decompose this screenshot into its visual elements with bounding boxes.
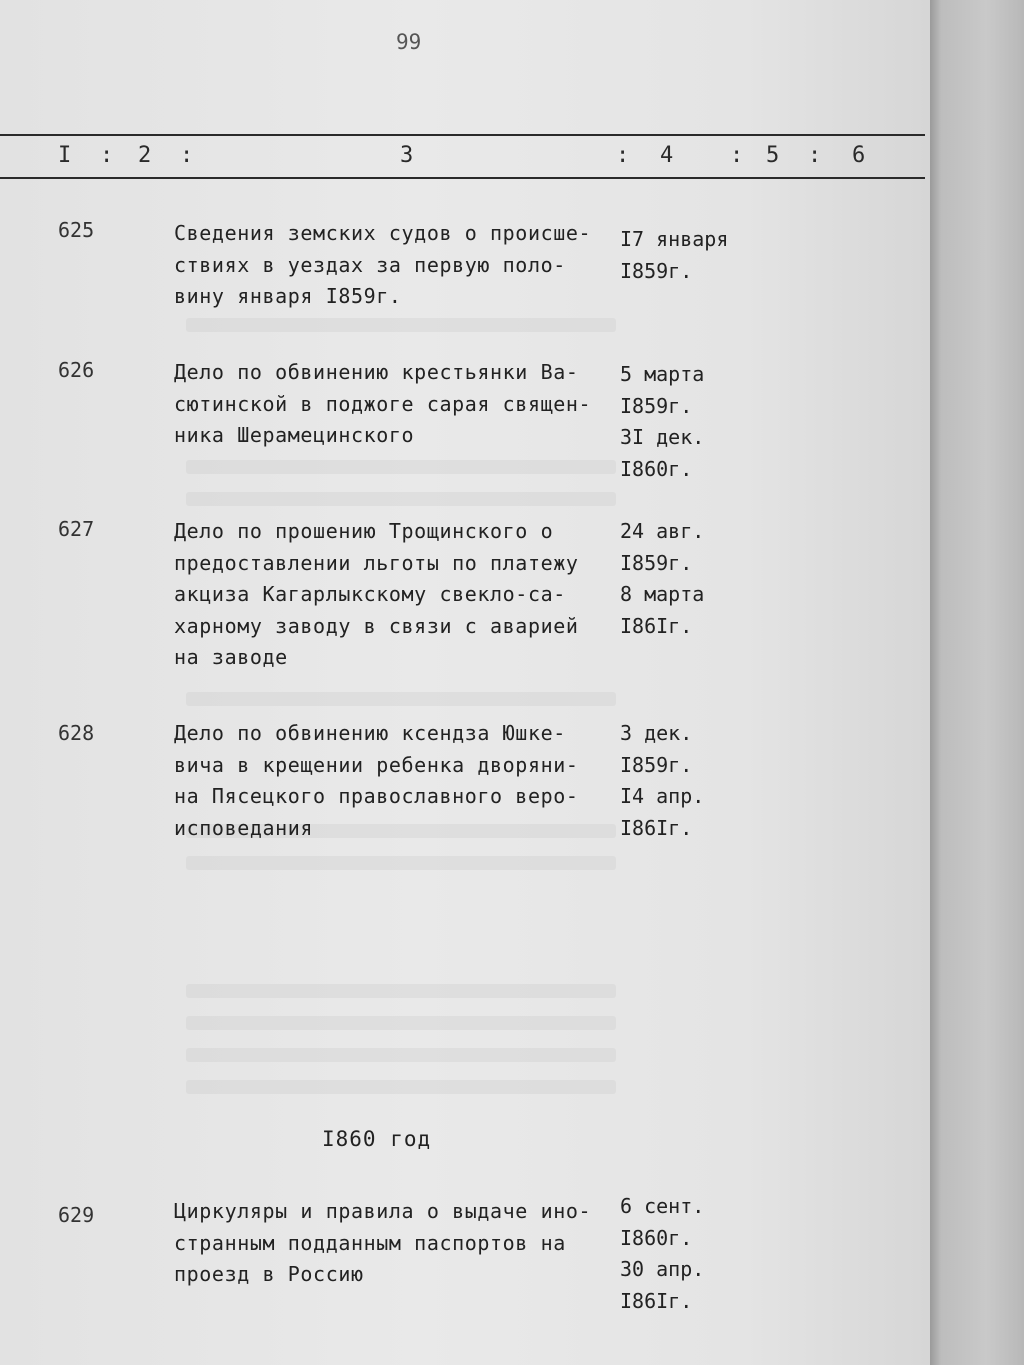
show-through-mark bbox=[186, 1080, 616, 1094]
entry-number: 629 bbox=[58, 1203, 95, 1227]
column-header-1: I bbox=[58, 143, 72, 168]
entry-title: Циркуляры и правила о выдаче ино- странным подданным паспортов на проезд в Россию bbox=[174, 1199, 592, 1286]
entry-number: 628 bbox=[58, 721, 95, 745]
entry-dates: 3 дек. I859г. I4 апр. I86Iг. bbox=[620, 721, 705, 840]
entry-number: 626 bbox=[58, 358, 95, 382]
entry-title: Дело по прошению Трощинского о предоставлении льготы по платежу акциза Кагарлыкскому свекло-са- харному заводу в связи с аварией на заводе bbox=[174, 519, 579, 669]
column-header-3: 3 bbox=[400, 143, 414, 168]
column-header-6: 6 bbox=[852, 143, 866, 168]
show-through-mark bbox=[186, 1016, 616, 1030]
column-header-5: 5 bbox=[766, 143, 780, 168]
column-header-2: 2 bbox=[138, 143, 152, 168]
show-through-mark bbox=[186, 692, 616, 706]
column-separator: : bbox=[730, 143, 744, 168]
entry-dates: 24 авг. I859г. 8 марта I86Iг. bbox=[620, 519, 705, 638]
show-through-mark bbox=[186, 856, 616, 870]
show-through-mark bbox=[186, 460, 616, 474]
show-through-mark bbox=[186, 318, 616, 332]
binding-edge bbox=[930, 0, 1024, 1365]
show-through-mark bbox=[186, 1048, 616, 1062]
entry-dates: I7 января I859г. bbox=[620, 227, 729, 283]
section-heading: I860 год bbox=[322, 1127, 432, 1151]
column-separator: : bbox=[180, 143, 194, 168]
show-through-mark bbox=[186, 492, 616, 506]
column-separator: : bbox=[808, 143, 822, 168]
entry-dates: 5 марта I859г. 3I дек. I860г. bbox=[620, 362, 705, 481]
entry-number: 627 bbox=[58, 517, 95, 541]
page-number: 99 bbox=[396, 30, 422, 54]
header-rule-bottom bbox=[0, 177, 925, 179]
column-header-4: 4 bbox=[660, 143, 674, 168]
entry-title: Сведения земских судов о происше- ствиях в уездах за первую поло- вину января I859г. bbox=[174, 221, 592, 308]
entry-title: Дело по обвинению крестьянки Ва- сютинской в поджоге сарая священ- ника Шерамецинского bbox=[174, 360, 592, 447]
entry-number: 625 bbox=[58, 218, 95, 242]
column-separator: : bbox=[100, 143, 114, 168]
show-through-mark bbox=[186, 984, 616, 998]
entry-title: Дело по обвинению ксендза Юшке- вича в крещении ребенка дворяни- на Пясецкого православного веро- исповедания bbox=[174, 721, 579, 840]
column-separator: : bbox=[616, 143, 630, 168]
entry-dates: 6 сент. I860г. 30 апр. I86Iг. bbox=[620, 1194, 705, 1313]
